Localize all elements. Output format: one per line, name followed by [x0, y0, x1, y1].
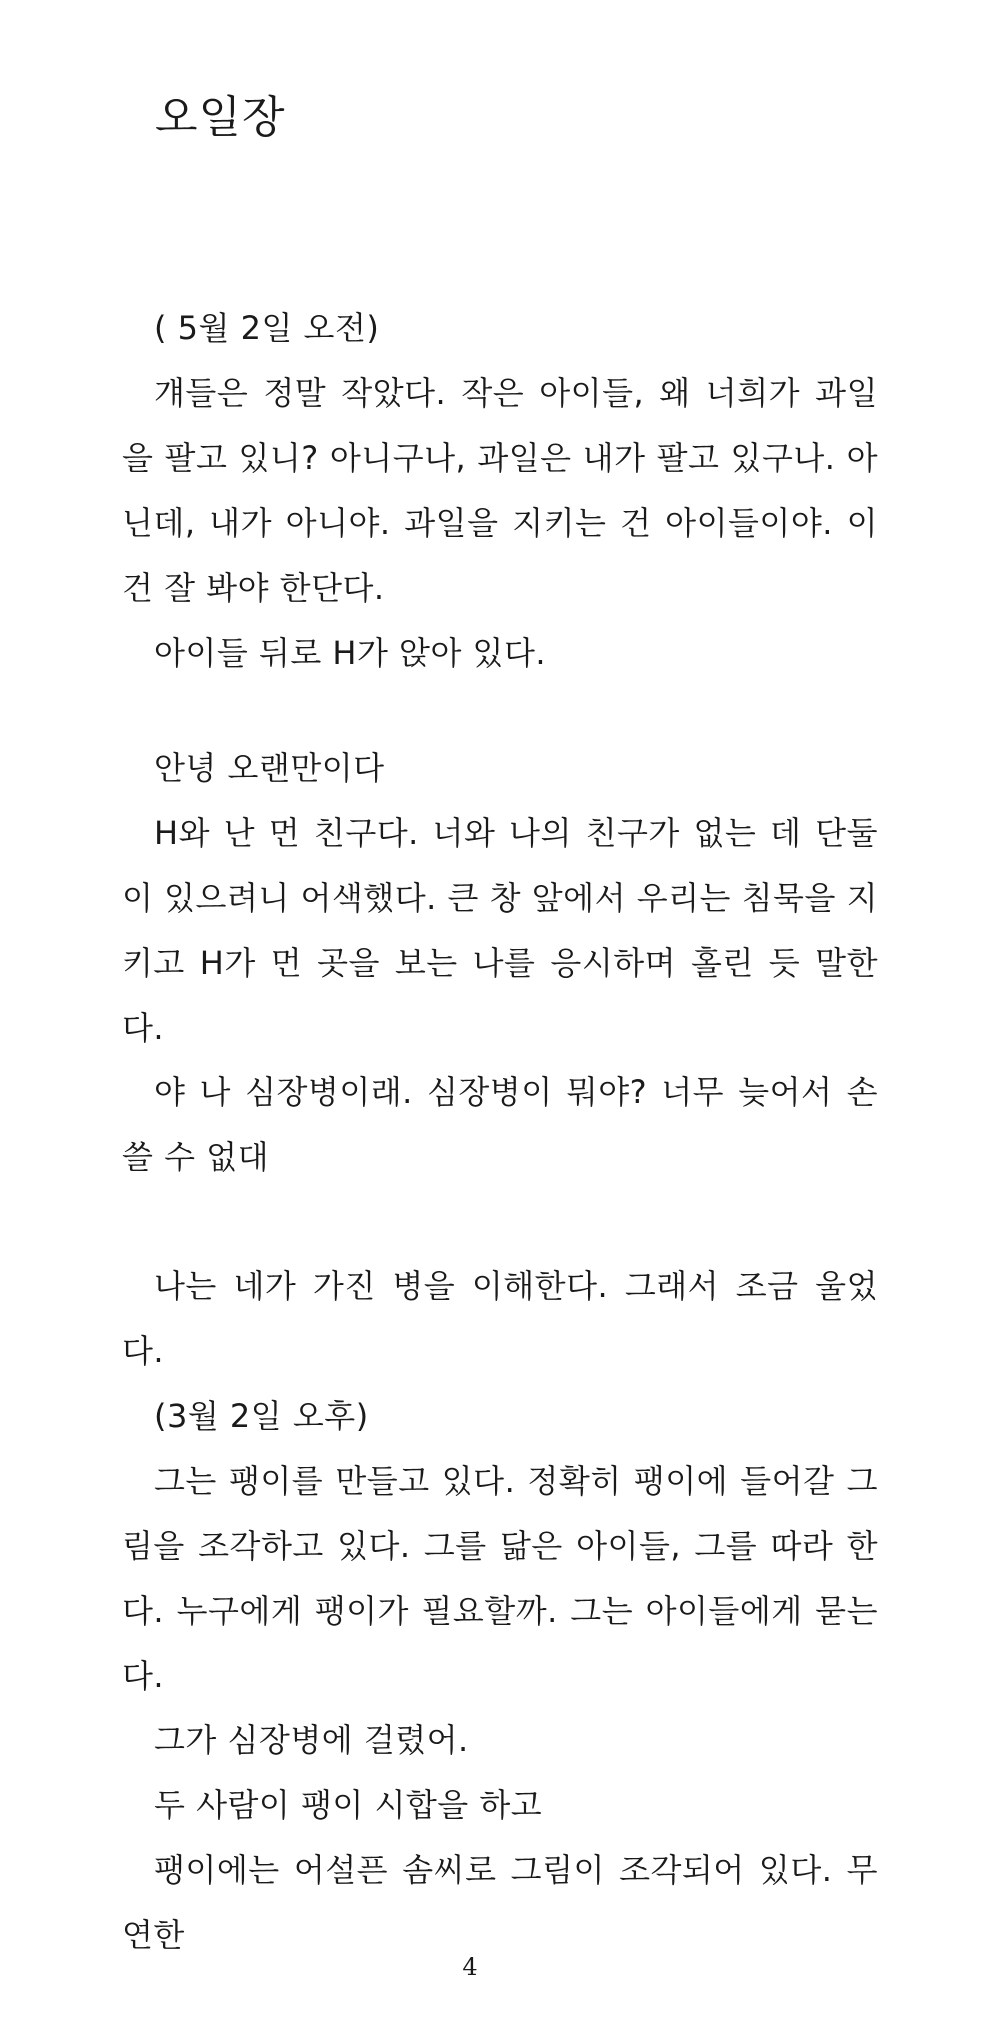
dialogue-section-2 — [122, 1060, 878, 1190]
dialogue-section — [122, 736, 878, 1061]
paragraph: 두 사람이 팽이 시합을 하고 — [154, 1786, 543, 1824]
closing-section — [122, 1708, 878, 1968]
paragraph: H와 난 먼 친구다. 너와 나의 친구가 없는 데 단둘이 있으려니 어색했다. 큰 창 앞에서 우리는 침묵을 지키고 H가 먼 곳을 보는 나를 응시하며 홀린 듯 말한다. — [122, 814, 878, 1047]
paragraph: 팽이에는 어설픈 솜씨로 그림이 조각되어 있다. 무연한 — [122, 1851, 878, 1954]
date-heading: ( 5월 2일 오전) — [154, 309, 380, 347]
paragraph: 그는 팽이를 만들고 있다. 정확히 팽이에 들어갈 그림을 조각하고 있다. 그를 닮은 아이들, 그를 따라 한다. 누구에게 팽이가 필요할까. 그는 아이들에게 묻는다. — [122, 1462, 878, 1695]
date-heading: (3월 2일 오후) — [154, 1397, 369, 1435]
paragraph: 나는 네가 가진 병을 이해한다. 그래서 조금 울었다. — [122, 1267, 878, 1370]
reflection-section — [122, 1254, 878, 1384]
paragraph: 그가 심장병에 걸렸어. — [154, 1721, 469, 1759]
diary-entry-afternoon — [122, 1384, 878, 1709]
paragraph: 걔들은 정말 작았다. 작은 아이들, 왜 너희가 과일을 팔고 있니? 아니구나, 과일은 내가 팔고 있구나. 아닌데, 내가 아니야. 과일을 지키는 건 아이들이야. 이건 잘 봐야 한단다. — [122, 374, 878, 607]
diary-entry-morning — [122, 296, 878, 686]
dialogue-line: 야 나 심장병이래. 심장병이 뭐야? 너무 늦어서 손 쓸 수 없대 — [122, 1073, 878, 1176]
page-number: 4 — [462, 1953, 478, 1981]
document-title: 오일장 — [155, 92, 286, 143]
dialogue-line: 안녕 오랜만이다 — [154, 749, 385, 787]
paragraph: 아이들 뒤로 H가 앉아 있다. — [154, 634, 547, 672]
